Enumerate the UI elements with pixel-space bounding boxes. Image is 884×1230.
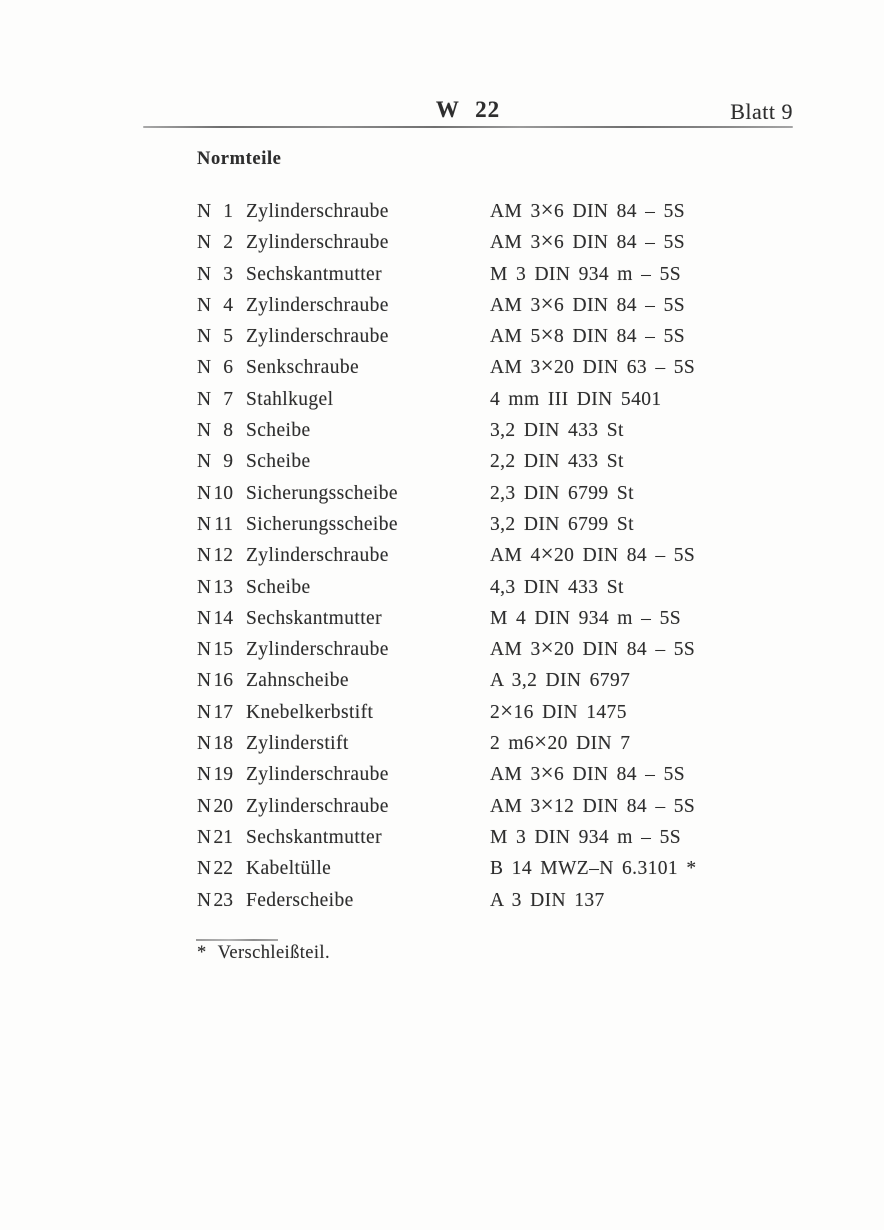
sheet-label: Blatt 9: [730, 99, 793, 124]
part-prefix: N: [197, 294, 212, 316]
part-name: Zylinderschraube: [246, 294, 389, 316]
part-name: Zylinderschraube: [246, 795, 389, 817]
part-name: Sicherungsscheibe: [246, 513, 398, 535]
header-rule: [143, 126, 793, 128]
part-spec: M 3 DIN 934 m – 5S: [490, 263, 681, 285]
part-prefix: N: [197, 733, 212, 755]
part-number: 20: [213, 795, 233, 817]
doc-number: W 22: [435, 97, 501, 122]
part-number: 17: [213, 701, 233, 723]
part-row: [197, 759, 797, 790]
part-row: [197, 384, 797, 415]
part-number: 1: [223, 201, 233, 222]
part-name: Federscheibe: [246, 889, 354, 911]
part-row: [197, 352, 797, 383]
footnote-rule: [196, 939, 278, 941]
part-number: 18: [213, 733, 233, 755]
part-row: [197, 478, 797, 509]
part-prefix: N: [197, 639, 212, 661]
part-name: Zylinderschraube: [246, 764, 389, 786]
part-spec: AM 5×8 DIN 84 – 5S: [490, 321, 685, 348]
part-prefix: N: [197, 889, 212, 911]
part-spec: AM 3×6 DIN 84 – 5S: [490, 227, 685, 254]
part-row: [197, 697, 797, 728]
part-number: 4: [223, 294, 233, 316]
part-spec: AM 3×20 DIN 84 – 5S: [490, 634, 696, 661]
part-prefix: N: [197, 545, 212, 567]
part-row: [197, 822, 797, 853]
part-row: [197, 415, 797, 446]
part-number: 9: [223, 451, 233, 473]
part-row: [197, 321, 797, 352]
part-name: Sechskantmutter: [246, 826, 382, 848]
part-spec: B 14 MWZ–N 6.3101 *: [490, 858, 697, 880]
part-number: 23: [213, 889, 233, 911]
part-prefix: N: [197, 482, 212, 504]
footnote-text: Verschleißteil.: [217, 943, 330, 963]
part-prefix: N: [197, 388, 212, 410]
part-prefix: N: [197, 858, 212, 880]
part-number: 19: [213, 764, 233, 786]
part-row: [197, 728, 797, 759]
section-title: Normteile: [197, 149, 282, 169]
part-name: Zahnscheibe: [246, 670, 349, 692]
part-prefix: N: [197, 201, 212, 222]
part-spec: M 3 DIN 934 m – 5S: [490, 826, 681, 848]
part-name: Sicherungsscheibe: [246, 482, 398, 504]
part-row: [197, 446, 797, 477]
multiplication-sign: ×: [540, 540, 555, 567]
part-spec: A 3,2 DIN 6797: [490, 670, 631, 692]
part-number: 12: [213, 545, 233, 567]
part-prefix: N: [197, 670, 212, 692]
part-spec: 2×16 DIN 1475: [490, 696, 627, 723]
part-spec: 4 mm III DIN 5401: [490, 388, 662, 410]
part-spec: 4,3 DIN 433 St: [490, 576, 624, 598]
part-name: Sechskantmutter: [246, 607, 382, 629]
parts-list: [197, 196, 797, 916]
part-spec: 2 m6×20 DIN 7: [490, 728, 631, 755]
part-name: Scheibe: [246, 420, 311, 442]
part-spec: AM 4×20 DIN 84 – 5S: [490, 540, 696, 567]
part-row: [197, 227, 797, 258]
part-number: 3: [223, 263, 233, 285]
footnote: [197, 943, 330, 964]
multiplication-sign: ×: [534, 728, 548, 755]
part-number: 7: [223, 388, 233, 410]
part-row: [197, 885, 797, 916]
part-prefix: N: [197, 607, 212, 629]
part-number: 22: [213, 858, 233, 880]
part-number: 16: [213, 670, 233, 692]
part-spec: AM 3×6 DIN 84 – 5S: [490, 759, 685, 786]
part-row: [197, 572, 797, 603]
part-row: [197, 603, 797, 634]
part-spec: AM 3×6 DIN 84 – 5S: [490, 289, 685, 316]
part-spec: 2,3 DIN 6799 St: [490, 482, 634, 504]
part-name: Scheibe: [246, 576, 311, 598]
part-number: 15: [213, 639, 233, 661]
part-number: 10: [213, 482, 233, 504]
part-spec: M 4 DIN 934 m – 5S: [490, 607, 681, 629]
part-row: [197, 540, 797, 571]
part-prefix: N: [197, 513, 212, 535]
part-prefix: N: [197, 764, 212, 786]
part-row: [197, 290, 797, 321]
part-name: Kabeltülle: [246, 858, 332, 880]
multiplication-sign: ×: [540, 352, 555, 379]
part-prefix: N: [197, 263, 212, 285]
part-spec: 3,2 DIN 433 St: [490, 420, 624, 442]
part-number: 8: [223, 420, 233, 442]
part-name: Zylinderschraube: [246, 232, 389, 254]
part-number: 21: [213, 826, 233, 848]
part-number: 5: [223, 326, 233, 348]
part-name: Zylinderstift: [246, 733, 349, 755]
part-spec: AM 3×20 DIN 63 – 5S: [490, 352, 696, 379]
part-name: Scheibe: [246, 451, 311, 473]
part-name: Stahlkugel: [246, 388, 334, 410]
part-spec: 2,2 DIN 433 St: [490, 451, 624, 473]
part-prefix: N: [197, 232, 212, 254]
multiplication-sign: ×: [540, 321, 555, 348]
part-row: [197, 634, 797, 665]
part-name: Sechskantmutter: [246, 263, 382, 285]
part-row: [197, 791, 797, 822]
part-number: 6: [223, 357, 233, 379]
part-row: [197, 509, 797, 540]
part-spec: 3,2 DIN 6799 St: [490, 513, 634, 535]
part-number: 11: [214, 513, 233, 535]
part-prefix: N: [197, 826, 212, 848]
part-number: 13: [213, 576, 233, 598]
part-prefix: N: [197, 326, 212, 348]
part-prefix: N: [197, 451, 212, 473]
multiplication-sign: ×: [540, 790, 555, 817]
multiplication-sign: ×: [540, 759, 555, 786]
part-prefix: N: [197, 795, 212, 817]
part-name: Zylinderschraube: [246, 201, 389, 222]
part-prefix: N: [197, 357, 212, 379]
multiplication-sign: ×: [540, 196, 555, 222]
part-number: 14: [213, 607, 233, 629]
part-spec: A 3 DIN 137: [490, 889, 605, 911]
part-name: Zylinderschraube: [246, 639, 389, 661]
part-row: [197, 853, 797, 884]
part-row: [197, 665, 797, 696]
part-name: Senkschraube: [246, 357, 360, 379]
part-spec: AM 3×12 DIN 84 – 5S: [490, 790, 696, 817]
multiplication-sign: ×: [540, 634, 555, 661]
part-prefix: N: [197, 701, 212, 723]
footnote-marker: *: [197, 943, 207, 963]
part-row: [197, 259, 797, 290]
part-row: [197, 196, 797, 227]
part-name: Knebelkerbstift: [246, 701, 374, 723]
part-name: Zylinderschraube: [246, 545, 389, 567]
part-prefix: N: [197, 420, 212, 442]
part-prefix: N: [197, 576, 212, 598]
multiplication-sign: ×: [540, 289, 555, 316]
part-number: 2: [223, 232, 233, 254]
part-spec: AM 3×6 DIN 84 – 5S: [490, 196, 685, 222]
multiplication-sign: ×: [500, 696, 514, 723]
multiplication-sign: ×: [540, 227, 555, 254]
part-name: Zylinderschraube: [246, 326, 389, 348]
